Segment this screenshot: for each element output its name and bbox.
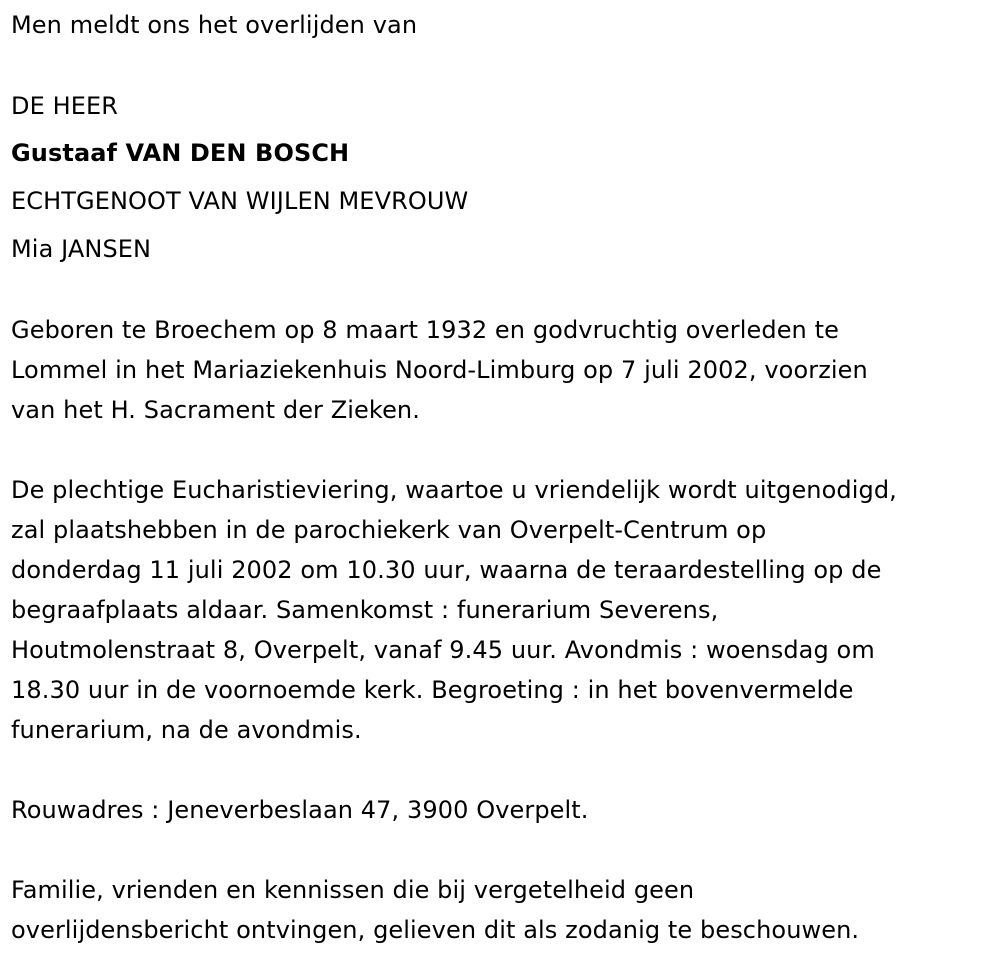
closing-line-1: Familie, vrienden en kennissen die bij vergetelheid geen — [11, 876, 695, 904]
title-line: DE HEER — [11, 92, 119, 120]
birth-death-line-3: van het H. Sacrament der Zieken. — [11, 396, 420, 424]
deceased-name: Gustaaf VAN DEN BOSCH — [11, 139, 350, 167]
spouse-name: Mia JANSEN — [11, 235, 152, 263]
ceremony-line-7: funerarium, na de avondmis. — [11, 716, 362, 744]
ceremony-line-2: zal plaatshebben in de parochiekerk van Overpelt-Centrum op — [11, 516, 767, 544]
ceremony-line-1: De plechtige Eucharistieviering, waartoe u vriendelijk wordt uitgenodigd, — [11, 476, 897, 504]
closing-line-2: overlijdensbericht ontvingen, gelieven dit als zodanig te beschouwen. — [11, 916, 860, 944]
mourning-address: Rouwadres : Jeneverbeslaan 47, 3900 Overpelt. — [11, 796, 589, 824]
birth-death-line-2: Lommel in het Mariaziekenhuis Noord-Limburg op 7 juli 2002, voorzien — [11, 356, 868, 384]
ceremony-line-3: donderdag 11 juli 2002 om 10.30 uur, waarna de teraardestelling op de — [11, 556, 882, 584]
ceremony-line-6: 18.30 uur in de voornoemde kerk. Begroeting : in het bovenvermelde — [11, 676, 854, 704]
birth-death-line-1: Geboren te Broechem op 8 maart 1932 en godvruchtig overleden te — [11, 316, 839, 344]
intro-line: Men meldt ons het overlijden van — [11, 11, 418, 39]
spouse-label: ECHTGENOOT VAN WIJLEN MEVROUW — [11, 187, 469, 215]
ceremony-line-4: begraafplaats aldaar. Samenkomst : funerarium Severens, — [11, 596, 719, 624]
ceremony-line-5: Houtmolenstraat 8, Overpelt, vanaf 9.45 uur. Avondmis : woensdag om — [11, 636, 875, 664]
